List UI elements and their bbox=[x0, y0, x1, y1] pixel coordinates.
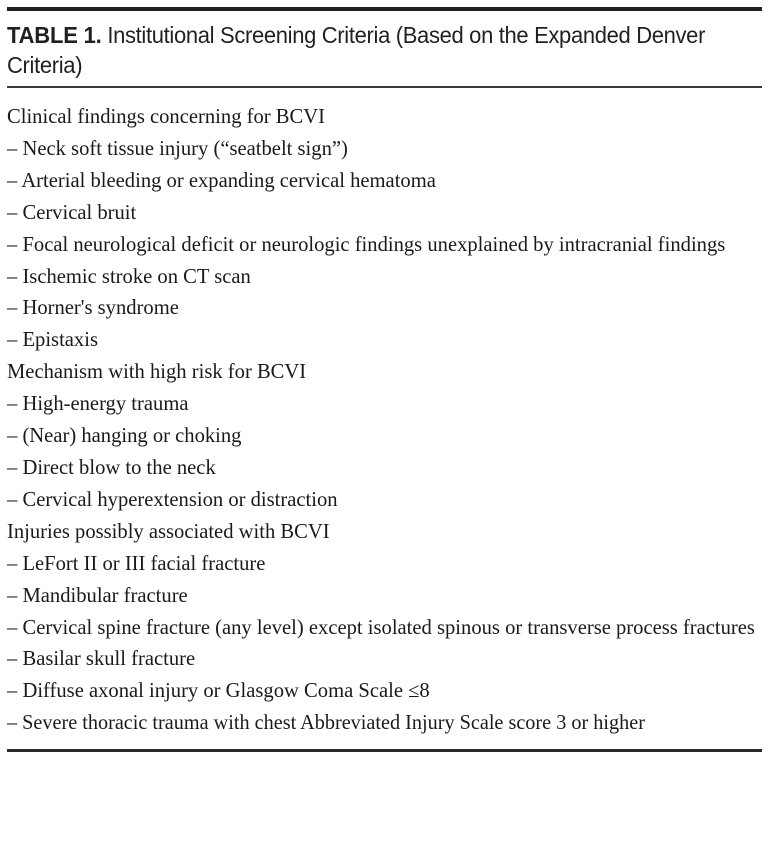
criteria-item-text: Mandibular fracture bbox=[22, 584, 188, 607]
criteria-item-text: Cervical spine fracture (any level) except isolated spinous or transverse process fractures bbox=[22, 616, 755, 639]
bullet-dash: – bbox=[7, 552, 18, 575]
criteria-item bbox=[7, 325, 762, 357]
table-label: TABLE 1. bbox=[7, 22, 102, 48]
bullet-dash: – bbox=[7, 137, 18, 160]
criteria-section bbox=[7, 357, 762, 517]
criteria-item bbox=[7, 485, 762, 517]
bullet-dash: – bbox=[7, 265, 18, 288]
criteria-item bbox=[7, 708, 768, 740]
criteria-item-text: Cervical bruit bbox=[22, 201, 137, 224]
criteria-item bbox=[7, 676, 762, 708]
table-figure bbox=[0, 7, 768, 849]
bullet-dash: – bbox=[7, 456, 18, 479]
criteria-item-text: (Near) hanging or choking bbox=[22, 425, 242, 448]
criteria-item bbox=[7, 613, 762, 645]
criteria-item-text: Diffuse axonal injury or Glasgow Coma Scale ≤8 bbox=[22, 680, 430, 703]
bullet-dash: – bbox=[7, 233, 18, 256]
table-title bbox=[7, 20, 768, 80]
criteria-item-text: Horner's syndrome bbox=[22, 297, 179, 320]
criteria-list bbox=[7, 389, 762, 517]
bullet-dash: – bbox=[7, 648, 18, 671]
bullet-dash: – bbox=[7, 393, 18, 416]
criteria-item bbox=[7, 581, 762, 613]
table-top-rule bbox=[7, 7, 762, 11]
bullet-dash: – bbox=[7, 680, 18, 703]
criteria-item bbox=[7, 549, 762, 581]
criteria-item bbox=[7, 644, 762, 676]
criteria-item bbox=[7, 421, 762, 453]
criteria-item bbox=[7, 293, 762, 325]
bullet-dash: – bbox=[7, 169, 18, 192]
criteria-item-text: High-energy trauma bbox=[22, 393, 189, 416]
table-header-rule bbox=[7, 86, 762, 88]
criteria-item bbox=[7, 134, 762, 166]
criteria-item bbox=[7, 262, 762, 294]
section-heading: Clinical findings concerning for BCVI bbox=[7, 106, 325, 128]
table-bottom-rule bbox=[7, 749, 762, 752]
criteria-item-text: Neck soft tissue injury (“seatbelt sign”) bbox=[22, 137, 348, 160]
criteria-item-text: Ischemic stroke on CT scan bbox=[22, 265, 251, 288]
bullet-dash: – bbox=[7, 616, 18, 639]
criteria-item bbox=[7, 389, 762, 421]
criteria-item-text: Epistaxis bbox=[22, 329, 98, 352]
criteria-section bbox=[7, 102, 762, 357]
criteria-item-text: Focal neurological deficit or neurologic findings unexplained by intracranial findings bbox=[22, 233, 726, 256]
bullet-dash: – bbox=[7, 297, 18, 320]
criteria-item-text: Basilar skull fracture bbox=[22, 648, 196, 671]
criteria-section bbox=[7, 517, 762, 740]
bullet-dash: – bbox=[7, 425, 18, 448]
bullet-dash: – bbox=[7, 488, 18, 511]
section-heading: Injuries possibly associated with BCVI bbox=[7, 520, 330, 543]
criteria-item-text: Arterial bleeding or expanding cervical hematoma bbox=[21, 169, 436, 192]
criteria-item bbox=[7, 230, 762, 262]
criteria-item-text: Severe thoracic trauma with chest Abbreviated Injury Scale score 3 or higher bbox=[22, 712, 645, 735]
table-body bbox=[7, 102, 762, 740]
bullet-dash: – bbox=[7, 584, 18, 607]
criteria-list bbox=[7, 549, 762, 740]
bullet-dash: – bbox=[7, 329, 18, 352]
criteria-item bbox=[7, 166, 762, 198]
criteria-list bbox=[7, 134, 762, 357]
criteria-item bbox=[7, 198, 762, 230]
criteria-item-text: Cervical hyperextension or distraction bbox=[22, 488, 338, 511]
criteria-item-text: LeFort II or III facial fracture bbox=[22, 552, 266, 575]
table-caption: Institutional Screening Criteria (Based on the Expanded Denver Criteria) bbox=[7, 22, 706, 78]
bullet-dash: – bbox=[7, 201, 18, 224]
criteria-item bbox=[7, 453, 762, 485]
section-heading: Mechanism with high risk for BCVI bbox=[7, 361, 307, 384]
bullet-dash: – bbox=[7, 712, 18, 735]
criteria-item-text: Direct blow to the neck bbox=[22, 456, 216, 479]
